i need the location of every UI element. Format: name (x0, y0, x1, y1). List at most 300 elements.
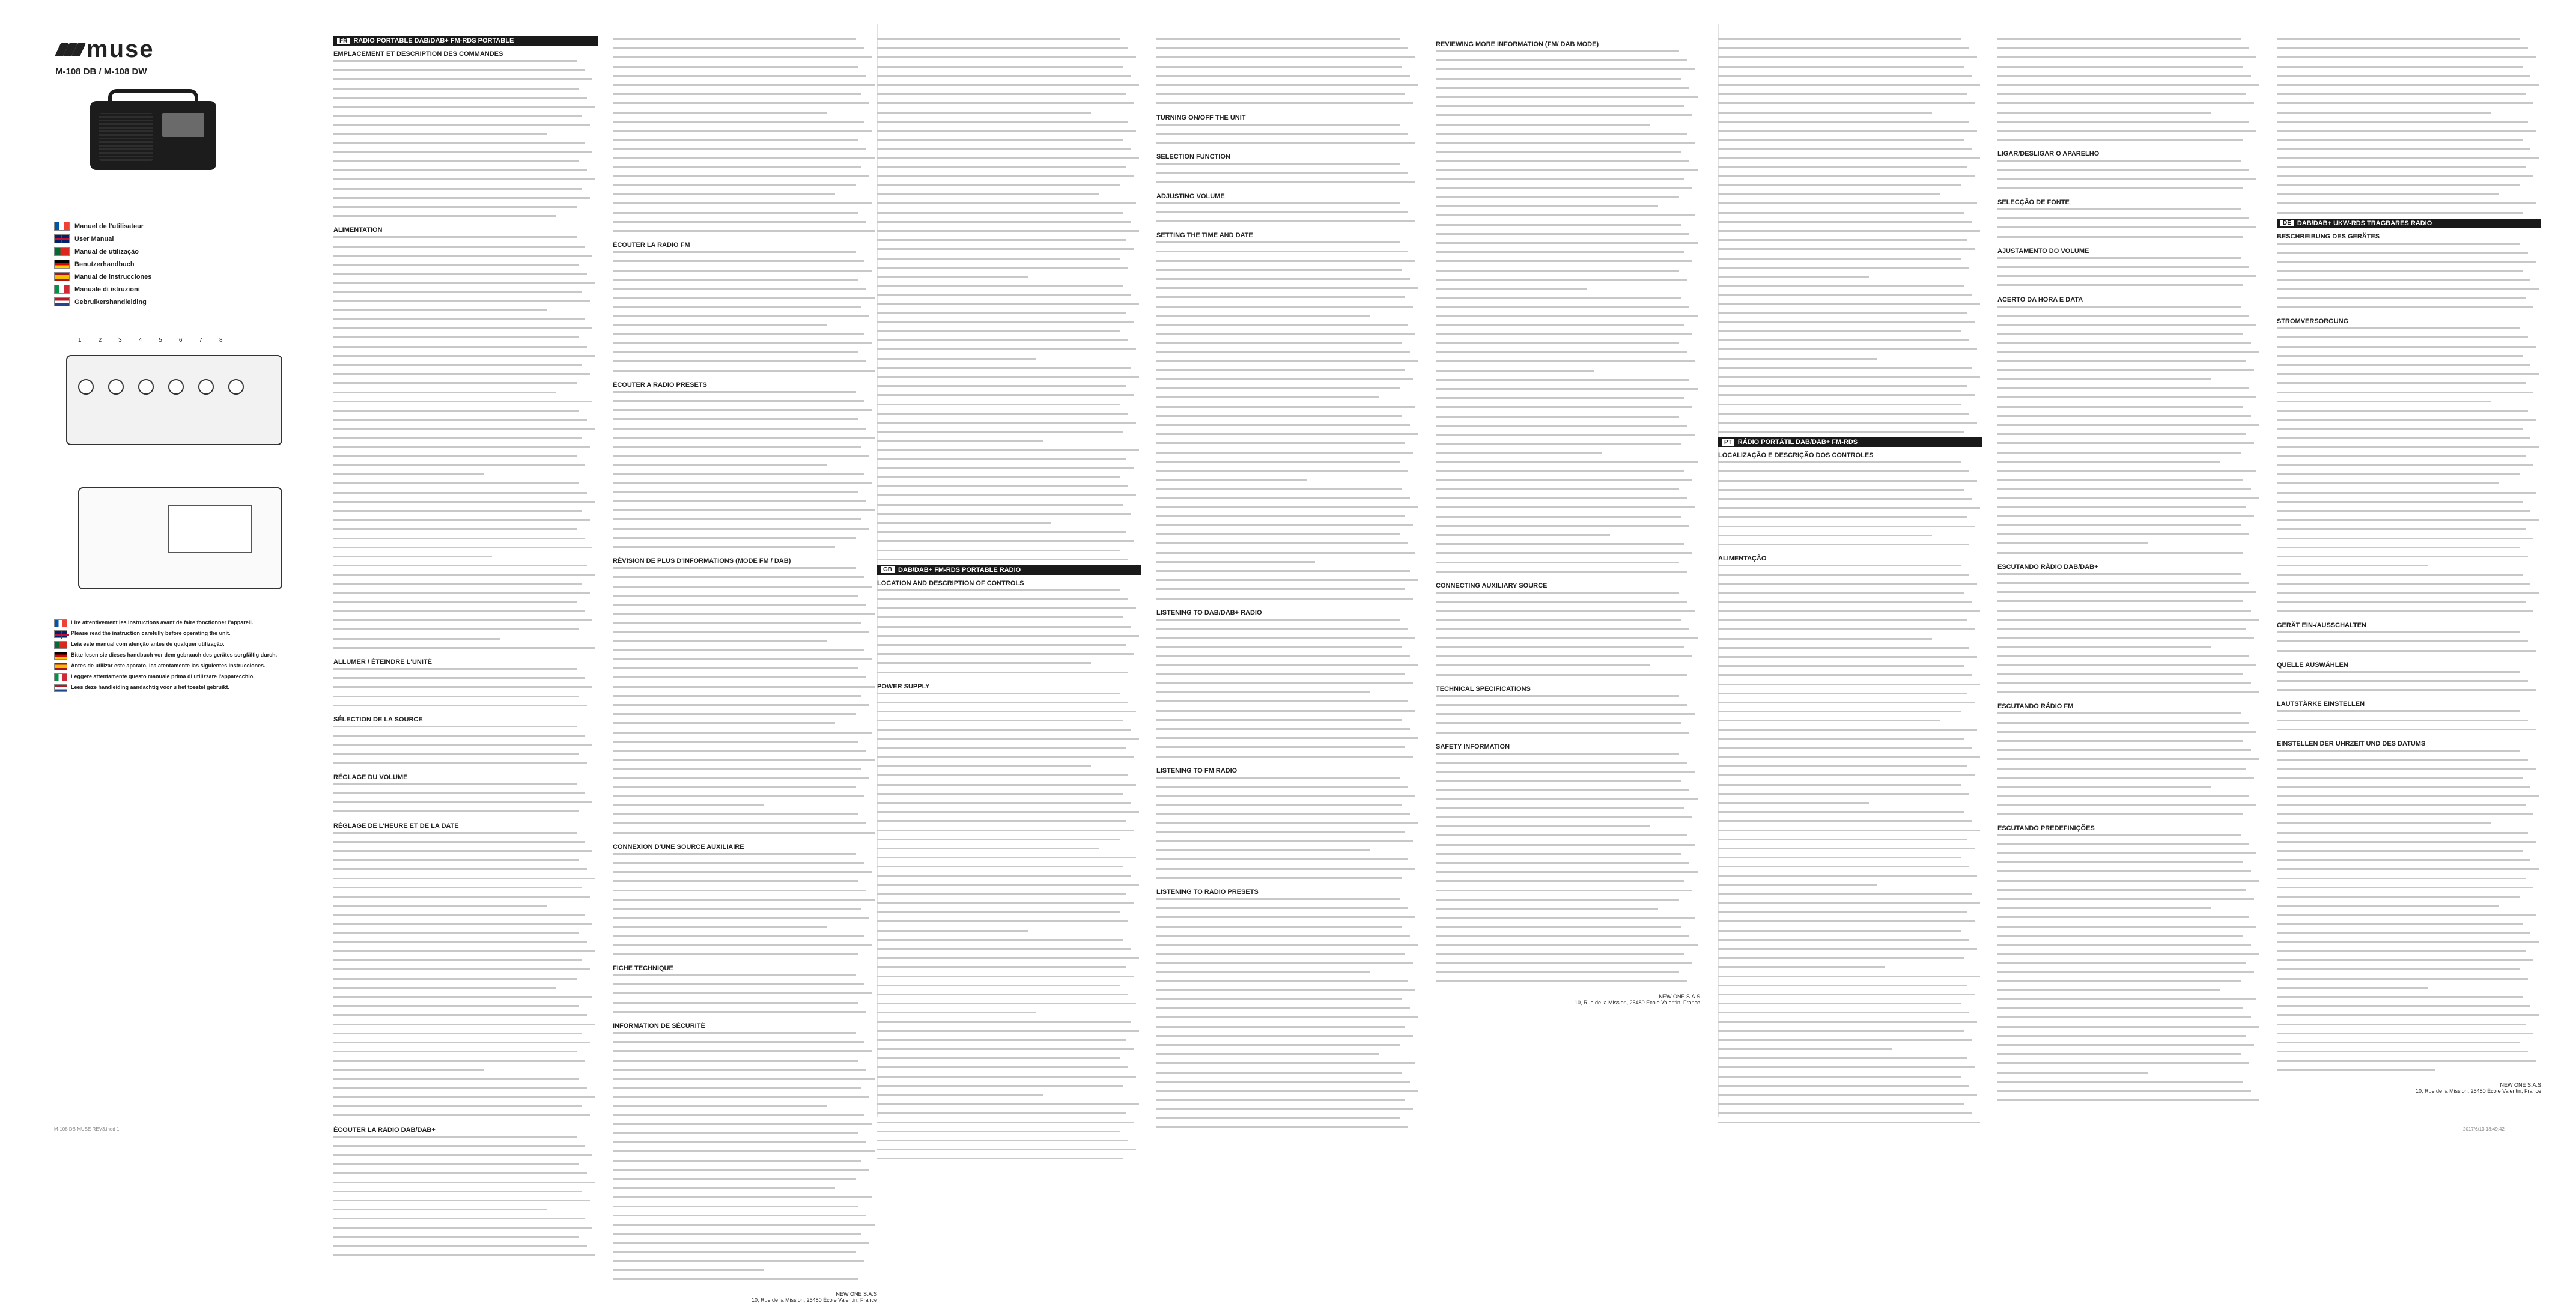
section-heading: ALIMENTATION (333, 226, 383, 234)
section-heading: RÉGLAGE DE L'HEURE ET DE LA DATE (333, 822, 459, 830)
radio-illustration (90, 89, 222, 173)
text-line (613, 567, 877, 574)
text-line (613, 640, 877, 647)
body-text-block (333, 668, 598, 711)
text-line (877, 1158, 1141, 1164)
text-line (1997, 266, 2262, 273)
text-line (1436, 980, 1700, 987)
fr-column-2 (613, 36, 877, 1303)
text-line (2277, 868, 2541, 875)
text-line (333, 346, 598, 353)
manual-page-2 (877, 36, 1718, 1111)
text-line (613, 722, 877, 729)
section-heading: SELECÇÃO DE FONTE (1997, 199, 2070, 206)
text-line (1997, 315, 2262, 321)
text-line (333, 282, 598, 288)
text-line (2277, 519, 2541, 526)
text-line (613, 1242, 877, 1248)
text-line (1436, 169, 1700, 175)
text-line (877, 148, 1141, 154)
text-line (877, 793, 1141, 800)
text-line (1997, 66, 2262, 73)
text-line (613, 400, 877, 407)
text-line (613, 1069, 877, 1075)
text-line (333, 801, 598, 808)
text-line (1436, 610, 1700, 616)
text-line (2277, 786, 2541, 793)
text-line (1997, 75, 2262, 82)
text-line (1156, 124, 1421, 130)
text-line (613, 713, 877, 720)
text-line (877, 184, 1141, 191)
text-line (333, 1172, 598, 1179)
text-line (2277, 914, 2541, 920)
text-line (1718, 348, 1982, 355)
text-line (1436, 944, 1700, 951)
section-heading: RÉVISION DE PLUS D'INFORMATIONS (MODE FM / DAB) (613, 557, 791, 565)
text-line (2277, 671, 2541, 678)
text-line (1156, 251, 1421, 257)
text-line (1156, 278, 1421, 285)
gb-pt-column (1718, 36, 1982, 1128)
section-header-gb: GB DAB/DAB+ FM-RDS PORTABLE RADIO (877, 565, 1141, 575)
text-line (613, 446, 877, 452)
text-line (1156, 700, 1421, 707)
text-line (333, 850, 598, 857)
text-line (877, 130, 1141, 136)
text-line (2277, 710, 2541, 717)
text-line (613, 437, 877, 443)
text-line (1436, 674, 1700, 681)
text-line (333, 792, 598, 799)
text-line (613, 270, 877, 276)
text-line (613, 1087, 877, 1093)
text-line (2277, 987, 2541, 994)
text-line (877, 121, 1141, 127)
warning-item: Lire attentivement les instructions avant de faire fonctionner l'appareil. (54, 619, 318, 627)
text-line (2277, 813, 2541, 820)
text-line (1156, 163, 1421, 169)
text-line (877, 75, 1141, 82)
text-line (1156, 415, 1421, 422)
text-line (1718, 202, 1982, 209)
text-line (877, 1085, 1141, 1092)
text-line (1156, 682, 1421, 689)
text-line (1436, 646, 1700, 653)
text-line (1436, 59, 1700, 66)
text-line (1436, 251, 1700, 258)
text-line (1718, 221, 1982, 228)
warning-item: Please read the instruction carefully before operating the unit. (54, 630, 318, 638)
text-line (333, 583, 598, 590)
text-line (877, 811, 1141, 818)
section-heading: LIGAR/DESLIGAR O APARELHO (1997, 150, 2100, 158)
text-line (1997, 415, 2262, 422)
text-line (1436, 425, 1700, 431)
text-line (613, 1215, 877, 1221)
text-line (877, 440, 1141, 446)
text-line (1436, 479, 1700, 486)
section-heading: INFORMATION DE SÉCURITÉ (613, 1022, 705, 1030)
text-line (2277, 112, 2541, 118)
text-line (613, 695, 877, 702)
text-line (333, 1182, 598, 1188)
text-line (2277, 1042, 2541, 1048)
text-line (2277, 38, 2541, 45)
section-heading: RÉGLAGE DU VOLUME (333, 773, 408, 781)
text-line (2277, 93, 2541, 100)
gb-column-1 (1156, 36, 1421, 1133)
body-text-block (1436, 592, 1700, 681)
text-line (613, 148, 877, 154)
text-line (1997, 515, 2262, 522)
text-line (1997, 1062, 2262, 1069)
text-line (613, 184, 877, 191)
text-line (877, 1066, 1141, 1073)
text-line (1436, 880, 1700, 887)
section-heading: EINSTELLEN DER UHRZEIT UND DES DATUMS (2277, 740, 2426, 747)
section-heading: SÉLECTION DE LA SOURCE (333, 715, 423, 723)
text-line (613, 1169, 877, 1176)
text-line (1718, 756, 1982, 763)
text-line (1436, 844, 1700, 851)
text-line (2277, 121, 2541, 127)
text-line (877, 248, 1141, 255)
text-line (877, 413, 1141, 419)
text-line (1156, 396, 1421, 403)
text-line (613, 370, 877, 377)
section-heading: STROMVERSORGUNG (2277, 318, 2349, 326)
text-line (1156, 849, 1421, 856)
text-line (333, 528, 598, 535)
text-line (1718, 258, 1982, 264)
text-line (1997, 712, 2262, 719)
text-line (333, 1163, 598, 1170)
text-line (613, 1260, 877, 1267)
text-line (1436, 397, 1700, 404)
text-line (333, 300, 598, 307)
text-line (1156, 461, 1421, 467)
text-line (613, 509, 877, 516)
text-line (613, 1178, 877, 1185)
text-line (2277, 592, 2541, 599)
section-heading: FICHE TECHNIQUE (613, 965, 673, 972)
text-line (1436, 133, 1700, 139)
cover-column (54, 36, 318, 695)
text-line (877, 212, 1141, 219)
text-line (1436, 443, 1700, 449)
text-line (1997, 178, 2262, 185)
text-line (877, 56, 1141, 63)
text-line (1436, 899, 1700, 905)
text-line (2277, 583, 2541, 590)
text-line (2277, 601, 2541, 608)
text-line (2277, 297, 2541, 304)
text-line (1718, 583, 1982, 590)
text-line (613, 409, 877, 416)
text-line (1997, 962, 2262, 968)
text-line (2277, 1014, 2541, 1021)
body-text-block (877, 589, 1141, 678)
text-line (613, 464, 877, 470)
text-line (1156, 916, 1421, 923)
text-line (1436, 871, 1700, 878)
text-line (333, 538, 598, 544)
text-line (1718, 66, 1982, 73)
text-line (613, 595, 877, 601)
text-line (613, 1278, 877, 1285)
text-line (2277, 327, 2541, 334)
text-line (2277, 336, 2541, 343)
text-line (2277, 565, 2541, 571)
text-line (613, 631, 877, 637)
text-line (1436, 242, 1700, 249)
text-line (2277, 84, 2541, 91)
text-line (2277, 510, 2541, 517)
text-line (1997, 619, 2262, 625)
text-line (877, 866, 1141, 872)
text-line (1156, 452, 1421, 458)
text-line (333, 336, 598, 343)
text-line (2277, 193, 2541, 200)
text-line (2277, 1051, 2541, 1057)
text-line (1436, 601, 1700, 607)
text-line (1718, 784, 1982, 791)
text-line (877, 976, 1141, 982)
text-line (1156, 1035, 1421, 1042)
text-line (333, 668, 598, 675)
text-line (333, 1227, 598, 1234)
text-line (613, 1224, 877, 1230)
text-line (1436, 655, 1700, 662)
text-line (613, 202, 877, 209)
body-text-block (1436, 695, 1700, 738)
text-line (2277, 859, 2541, 866)
text-line (1156, 406, 1421, 413)
body-text-block (1156, 619, 1421, 762)
text-line (877, 38, 1141, 45)
text-line (1156, 998, 1421, 1005)
text-line (1436, 890, 1700, 896)
text-line (1997, 324, 2262, 330)
text-line (333, 726, 598, 732)
text-line (1436, 78, 1700, 85)
text-line (1718, 656, 1982, 663)
text-line (1718, 526, 1982, 532)
text-line (1436, 506, 1700, 513)
text-line (1156, 1126, 1421, 1133)
text-line (1997, 169, 2262, 175)
text-line (1997, 406, 2262, 413)
text-line (333, 364, 598, 371)
text-line (1997, 600, 2262, 607)
text-line (877, 267, 1141, 273)
text-line (1718, 1122, 1982, 1128)
text-line (877, 857, 1141, 863)
text-line (877, 394, 1141, 401)
text-line (1156, 1007, 1421, 1014)
text-line (613, 944, 877, 951)
body-text-block (1997, 208, 2262, 243)
text-line (1156, 84, 1421, 91)
text-line (1997, 56, 2262, 63)
text-line (1997, 786, 2262, 792)
text-line (1718, 738, 1982, 745)
text-line (1997, 980, 2262, 987)
text-line (333, 133, 598, 140)
text-line (1156, 315, 1421, 321)
text-line (2277, 750, 2541, 756)
text-line (1156, 664, 1421, 671)
text-line (1156, 737, 1421, 744)
text-line (333, 1060, 598, 1066)
text-line (1718, 102, 1982, 109)
text-line (1997, 953, 2262, 959)
text-line (1997, 935, 2262, 941)
text-line (333, 178, 598, 185)
company-address: NEW ONE S.A.S 10, Rue de la Mission, 25480 École Valentin, France (2416, 1081, 2541, 1094)
text-line (613, 1011, 877, 1018)
text-line (1156, 868, 1421, 875)
text-line (1718, 574, 1982, 580)
text-line (1997, 673, 2262, 680)
text-line (1997, 470, 2262, 476)
text-line (613, 899, 877, 905)
body-text-block (613, 391, 877, 553)
text-line (1436, 224, 1700, 231)
text-line (2277, 950, 2541, 957)
text-line (1718, 684, 1982, 690)
text-line (1436, 315, 1700, 321)
text-line (613, 546, 877, 553)
text-line (2277, 47, 2541, 54)
text-line (2277, 610, 2541, 617)
fr-column-1 (333, 36, 598, 1261)
text-line (1997, 926, 2262, 932)
text-line (1156, 1053, 1421, 1060)
text-line (1997, 1007, 2262, 1014)
text-line (333, 318, 598, 325)
text-line (1997, 433, 2262, 440)
text-line (1436, 160, 1700, 166)
text-line (2277, 464, 2541, 471)
text-line (1997, 93, 2262, 100)
text-line (613, 1105, 877, 1111)
text-line (1436, 971, 1700, 978)
text-line (1718, 711, 1982, 717)
text-line (1718, 802, 1982, 809)
text-line (613, 193, 877, 200)
text-line (1156, 637, 1421, 643)
text-line (1718, 157, 1982, 163)
text-line (877, 662, 1141, 669)
text-line (1156, 378, 1421, 385)
text-line (1718, 276, 1982, 282)
pt-column (1997, 36, 2262, 1105)
text-line (613, 1251, 877, 1257)
text-line (613, 576, 877, 583)
fr-gb-column (877, 36, 1141, 1165)
text-line (613, 676, 877, 683)
text-line (613, 315, 877, 321)
body-text-block (1997, 160, 2262, 194)
text-line (877, 513, 1141, 520)
text-line (613, 658, 877, 665)
text-line (613, 613, 877, 619)
text-line (333, 124, 598, 130)
text-line (333, 859, 598, 866)
text-line (1156, 673, 1421, 680)
text-line (1997, 768, 2262, 774)
text-line (333, 744, 598, 750)
text-line (877, 166, 1141, 173)
text-line (877, 330, 1141, 337)
text-line (2277, 130, 2541, 136)
text-line (333, 1218, 598, 1224)
section-heading: LISTENING TO RADIO PRESETS (1156, 888, 1259, 896)
text-line (333, 914, 598, 920)
text-line (1997, 610, 2262, 616)
pt-de-column (2277, 36, 2541, 1094)
text-line (1156, 561, 1421, 568)
text-line (1997, 749, 2262, 756)
text-line (613, 768, 877, 774)
flag-it-icon (54, 285, 70, 294)
text-line (1436, 306, 1700, 312)
section-heading: BESCHREIBUNG DES GERÄTES (2277, 232, 2380, 240)
text-line (1997, 306, 2262, 312)
text-line (1156, 442, 1421, 449)
text-line (877, 202, 1141, 209)
text-line (1156, 989, 1421, 996)
text-line (1997, 488, 2262, 494)
text-line (1997, 861, 2262, 868)
text-line (2277, 56, 2541, 63)
text-line (2277, 501, 2541, 508)
text-line (333, 878, 598, 884)
text-line (333, 255, 598, 261)
text-line (877, 607, 1141, 614)
text-line (877, 830, 1141, 836)
text-line (333, 592, 598, 599)
text-line (613, 455, 877, 461)
text-line (333, 1042, 598, 1048)
text-line (1718, 866, 1982, 872)
text-line (333, 887, 598, 893)
text-line (613, 732, 877, 738)
text-line (333, 169, 598, 176)
text-line (1436, 452, 1700, 458)
text-line (2277, 252, 2541, 258)
text-line (613, 1002, 877, 1009)
text-line (333, 464, 598, 471)
text-line (1156, 598, 1421, 604)
text-line (1156, 306, 1421, 312)
text-line (333, 215, 598, 222)
text-line (877, 693, 1141, 699)
text-line (1156, 1117, 1421, 1123)
text-line (1997, 691, 2262, 698)
text-line (613, 1233, 877, 1239)
text-line (877, 449, 1141, 455)
text-line (2277, 729, 2541, 735)
text-line (877, 494, 1141, 501)
text-line (613, 491, 877, 498)
text-line (1997, 208, 2262, 215)
language-item-es: Manual de instrucciones (54, 272, 318, 282)
section-heading: POWER SUPPLY (877, 682, 930, 690)
text-line (1997, 378, 2262, 385)
